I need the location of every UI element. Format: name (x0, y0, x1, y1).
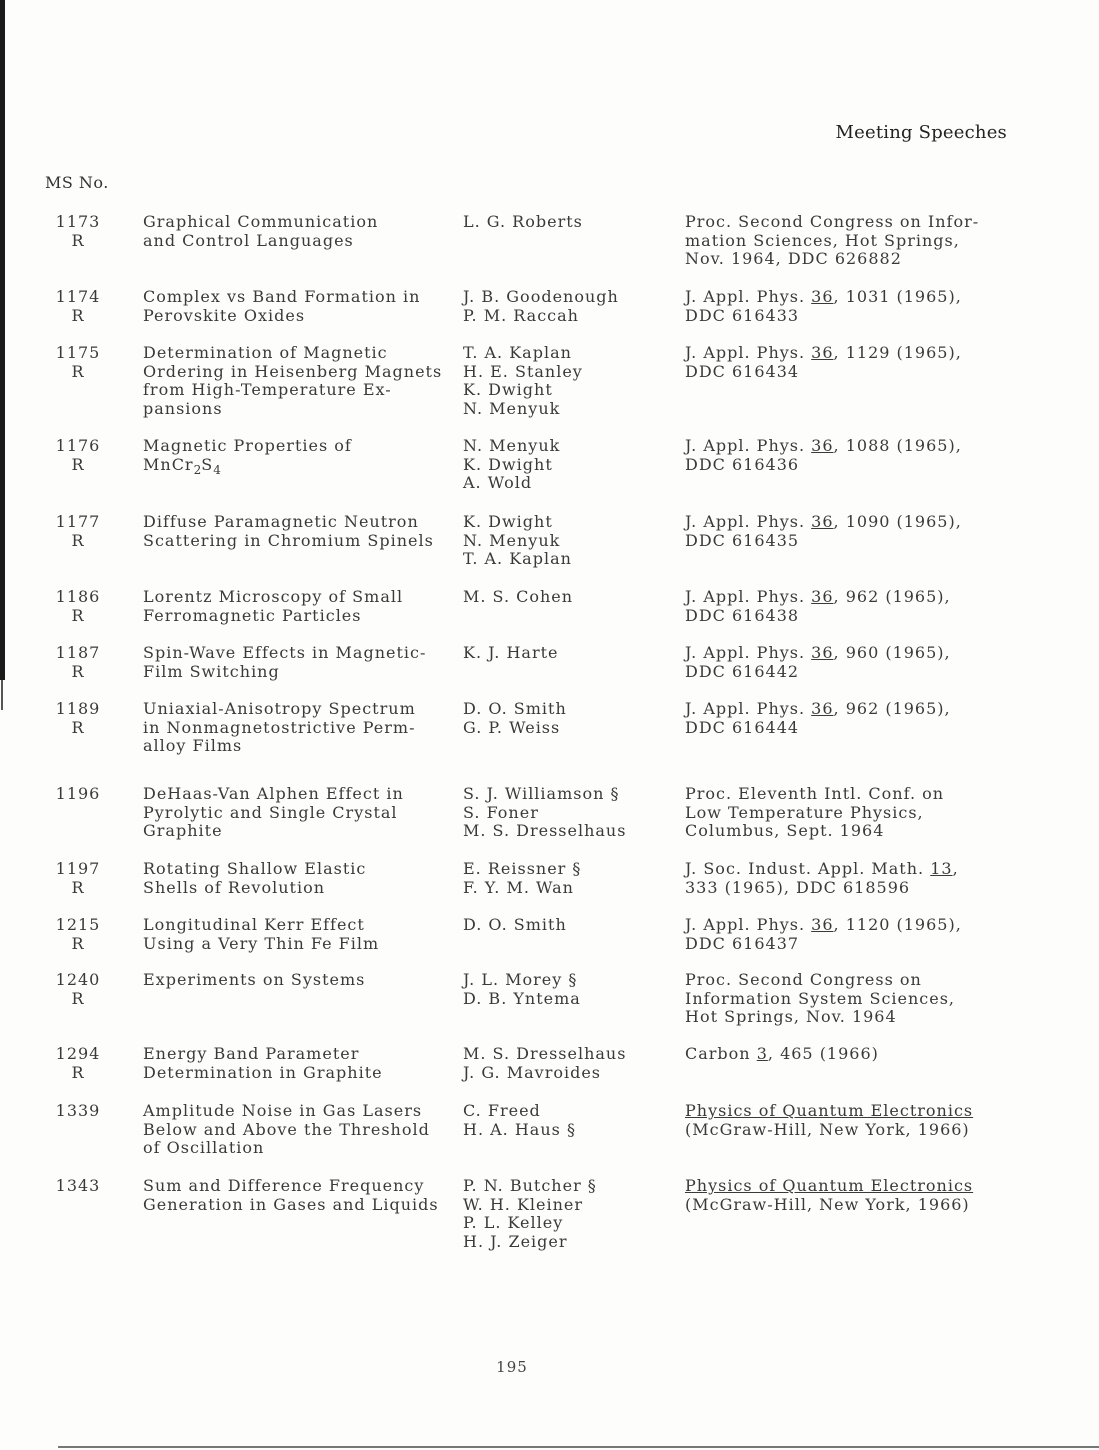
volume: 13 (930, 859, 953, 878)
book-title: Physics of Quantum Electronics (685, 1101, 974, 1120)
reference: J. Appl. Phys. 36, 1031 (1965), DDC 616433 (685, 287, 962, 325)
authors: D. O. Smith G. P. Weiss (463, 699, 567, 737)
ms-number: 1197 R (55, 859, 101, 897)
ms-number: 1294 R (55, 1044, 101, 1082)
authors: E. Reissner § F. Y. M. Wan (463, 859, 582, 897)
authors: L. G. Roberts (463, 212, 583, 231)
speech-title: Spin-Wave Effects in Magnetic- Film Switching (143, 643, 427, 681)
volume: 36 (811, 587, 834, 606)
ms-number: 1240 R (55, 970, 101, 1008)
speech-title: Graphical Communication and Control Languages (143, 212, 379, 250)
speech-title: Uniaxial-Anisotropy Spectrum in Nonmagnetostrictive Perm- alloy Films (143, 699, 416, 755)
ms-number: 1343 (55, 1176, 101, 1195)
book-title: Physics of Quantum Electronics (685, 1176, 974, 1195)
ms-number: 1176 R (55, 436, 101, 474)
column-label: MS No. (45, 173, 109, 192)
volume: 36 (811, 512, 834, 531)
authors: M. S. Dresselhaus J. G. Mavroides (463, 1044, 627, 1082)
bottom-rule (58, 1446, 1099, 1448)
speech-title: Rotating Shallow Elastic Shells of Revolution (143, 859, 367, 897)
reference: Proc. Second Congress on Information System Sciences, Hot Springs, Nov. 1964 (685, 970, 956, 1026)
reference: Physics of Quantum Electronics (McGraw-Hill, New York, 1966) (685, 1177, 1005, 1214)
reference: J. Soc. Indust. Appl. Math. 13, 333 (1965), DDC 618596 (685, 859, 959, 897)
volume: 36 (811, 436, 834, 455)
speech-title: DeHaas-Van Alphen Effect in Pyrolytic and Single Crystal Graphite (143, 784, 404, 840)
volume: 36 (811, 287, 834, 306)
reference: J. Appl. Phys. 36, 962 (1965), DDC 616444 (685, 699, 951, 737)
authors: J. B. Goodenough P. M. Raccah (463, 287, 619, 325)
authors: N. Menyuk K. Dwight A. Wold (463, 436, 561, 492)
authors: D. O. Smith (463, 915, 567, 934)
page-header: Meeting Speeches (835, 122, 1007, 143)
chemical-formula: $MnCr_2S_4$ (143, 454, 221, 477)
ms-number: 1196 (55, 784, 101, 803)
speech-title: Determination of Magnetic Ordering in Heisenberg Magnets from High-Temperature Ex- pansions (143, 343, 443, 418)
reference: Carbon 3, 465 (1966) (685, 1044, 879, 1063)
authors: K. J. Harte (463, 643, 559, 662)
ms-number: 1215 R (55, 915, 101, 953)
authors: C. Freed H. A. Haus § (463, 1101, 576, 1139)
reference: J. Appl. Phys. 36, 960 (1965), DDC 616442 (685, 643, 951, 681)
ms-number: 1187 R (55, 643, 101, 681)
reference: J. Appl. Phys. 36, 1129 (1965), DDC 616434 (685, 343, 962, 381)
page-number: 195 (496, 1358, 528, 1376)
reference: Proc. Eleventh Intl. Conf. on Low Temperature Physics, Columbus, Sept. 1964 (685, 784, 945, 840)
speech-title: Diffuse Paramagnetic Neutron Scattering in Chromium Spinels (143, 512, 434, 550)
ms-number: 1173 R (55, 212, 101, 250)
volume: 36 (811, 915, 834, 934)
authors: M. S. Cohen (463, 587, 574, 606)
speech-title: Magnetic Properties of $MnCr_2S_4$ (143, 437, 458, 479)
speech-title: Experiments on Systems (143, 970, 366, 989)
volume: 36 (811, 343, 834, 362)
speech-title: Amplitude Noise in Gas Lasers Below and Above the Threshold of Oscillation (143, 1101, 430, 1157)
reference: J. Appl. Phys. 36, 1120 (1965), DDC 616437 (685, 915, 962, 953)
authors: J. L. Morey § D. B. Yntema (463, 970, 581, 1008)
ms-number: 1174 R (55, 287, 101, 325)
reference: J. Appl. Phys. 36, 1088 (1965), DDC 616436 (685, 436, 962, 474)
reference: Proc. Second Congress on Infor- mation Sciences, Hot Springs, Nov. 1964, DDC 626882 (685, 212, 980, 268)
ms-number: 1175 R (55, 343, 101, 381)
ms-number: 1186 R (55, 587, 101, 625)
authors: S. J. Williamson § S. Foner M. S. Dresselhaus (463, 784, 627, 840)
ms-number: 1189 R (55, 699, 101, 737)
ms-number: 1177 R (55, 512, 101, 550)
speech-title: Energy Band Parameter Determination in Graphite (143, 1044, 383, 1082)
scan-edge-fragment (1, 680, 3, 710)
speech-title: Longitudinal Kerr Effect Using a Very Thin Fe Film (143, 915, 380, 953)
volume: 36 (811, 699, 834, 718)
ms-number: 1339 (55, 1101, 101, 1120)
speech-title: Complex vs Band Formation in Perovskite Oxides (143, 287, 421, 325)
speech-title: Lorentz Microscopy of Small Ferromagnetic Particles (143, 587, 404, 625)
reference: J. Appl. Phys. 36, 1090 (1965), DDC 616435 (685, 512, 962, 550)
reference: J. Appl. Phys. 36, 962 (1965), DDC 616438 (685, 587, 951, 625)
speech-title: Sum and Difference Frequency Generation in Gases and Liquids (143, 1176, 439, 1214)
scan-edge (0, 0, 5, 680)
reference: Physics of Quantum Electronics (McGraw-Hill, New York, 1966) (685, 1102, 1005, 1139)
authors: P. N. Butcher § W. H. Kleiner P. L. Kelley H. J. Zeiger (463, 1176, 597, 1251)
authors: K. Dwight N. Menyuk T. A. Kaplan (463, 512, 572, 568)
volume: 36 (811, 643, 834, 662)
authors: T. A. Kaplan H. E. Stanley K. Dwight N. Menyuk (463, 343, 583, 418)
volume: 3 (756, 1044, 768, 1063)
